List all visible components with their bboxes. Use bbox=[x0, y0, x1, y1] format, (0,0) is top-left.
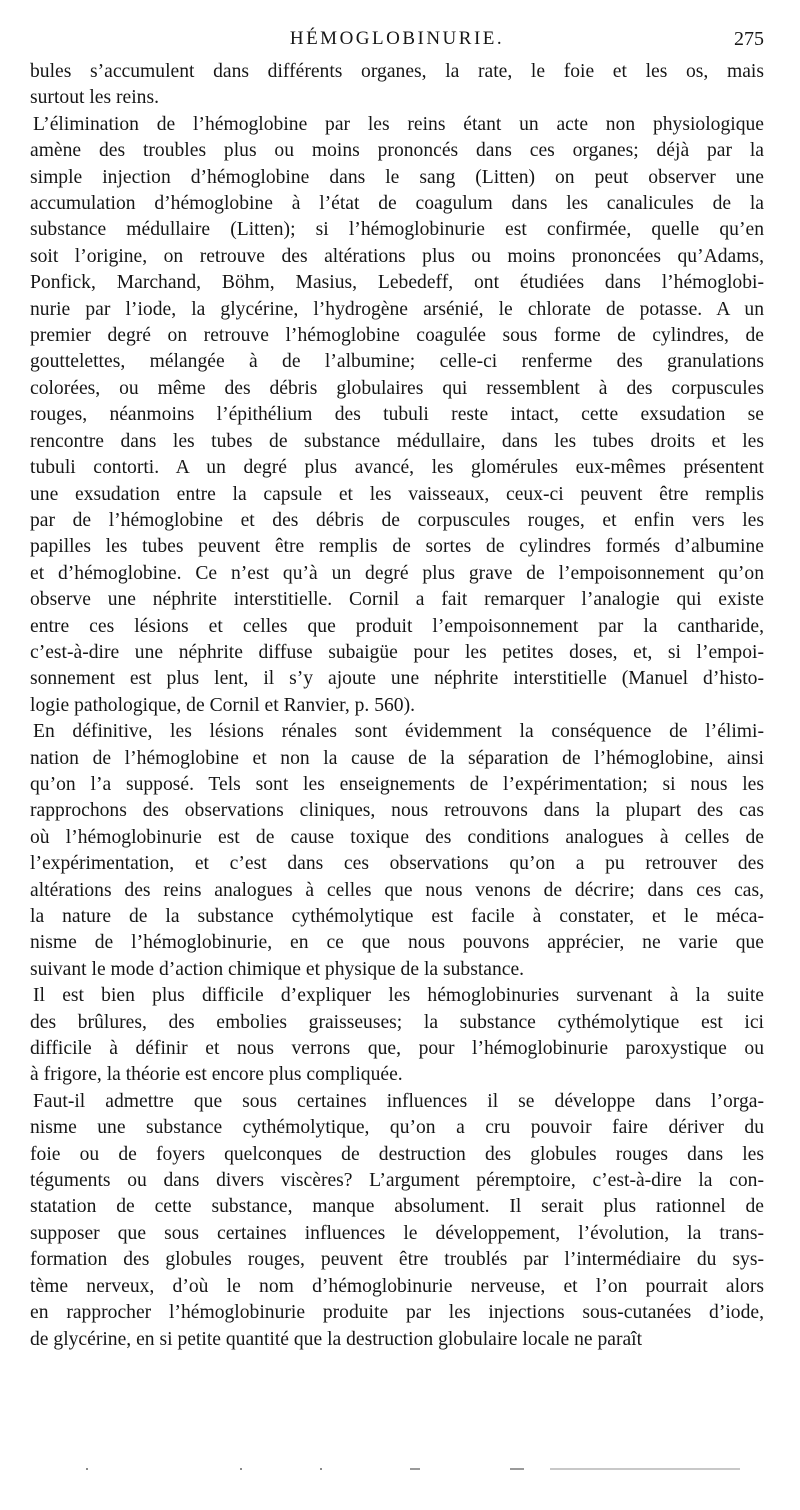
paragraph bbox=[30, 1089, 764, 1353]
text-line: Ponfick, Marchand, Böhm, Masius, Lebedeff, ont étudiées dans l’hémoglobi- bbox=[30, 272, 764, 294]
text-line: par de l’hémoglobine et des débris de corpuscules rouges, et enfin vers les bbox=[30, 509, 764, 531]
text-line: supposer que sous certaines influences le développement, l’évolution, la trans- bbox=[30, 1222, 764, 1244]
text-line: statation de cette substance, manque absolument. Il serait plus rationnel de bbox=[30, 1196, 764, 1218]
text-line: simple injection d’hémoglobine dans le sang (Litten) on peut observer une bbox=[30, 166, 764, 188]
paragraph bbox=[30, 112, 764, 719]
text-line: où l’hémoglobinurie est de cause toxique des conditions analogues à celles de bbox=[30, 826, 764, 848]
text-line: la nature de la substance cythémolytique est facile à constater, et le méca- bbox=[30, 906, 764, 927]
text-line: tème nerveux, d’où le nom d’hémoglobinurie nerveuse, et l’on pourrait alors bbox=[30, 1275, 764, 1297]
text-line: et d’hémoglobine. Ce n’est qu’à un degré plus grave de l’empoisonnement qu’on bbox=[30, 562, 764, 584]
text-line: entre ces lésions et celles que produit l’empoisonnement par la cantharide, bbox=[30, 615, 764, 637]
text-line: observe une néphrite interstitielle. Cornil a fait remarquer l’analogie qui existe bbox=[30, 589, 764, 611]
text-line: nisme de l’hémoglobinurie, en ce que nous pouvons apprécier, ne varie que bbox=[30, 932, 764, 954]
text-line: Faut-il admettre que sous certaines influences il se développe dans l’orga- bbox=[33, 1090, 764, 1112]
text-line: de glycérine, en si petite quantité que la destruction globulaire locale ne paraît bbox=[30, 1328, 643, 1350]
text-line: substance médullaire (Litten); si l’hémoglobinurie est confirmée, quelle qu’en bbox=[30, 219, 764, 241]
text-line: papilles les tubes peuvent être remplis de sortes de cylindres formés d’albumine bbox=[30, 536, 764, 558]
text-line: soit l’origine, on retrouve des altérations plus ou moins prononcées qu’Adams, bbox=[30, 245, 764, 267]
text-line: foie ou de foyers quelconques de destruction des globules rouges dans les bbox=[30, 1143, 764, 1165]
text-line: altérations des reins analogues à celles que nous venons de décrire; dans ces cas, bbox=[30, 879, 764, 901]
text-line: amène des troubles plus ou moins prononcés dans ces organes; déjà par la bbox=[30, 140, 764, 162]
text-line: tubuli contorti. A un degré plus avancé, les glomérules eux-mêmes présentent bbox=[30, 457, 764, 479]
text-line: logie pathologique, de Cornil et Ranvier, p. 560). bbox=[30, 694, 416, 716]
text-line: rencontre dans les tubes de substance médullaire, dans les tubes droits et les bbox=[30, 430, 764, 452]
paragraph bbox=[30, 59, 764, 112]
text-line: à frigore, la théorie est encore plus compliquée. bbox=[30, 1064, 403, 1086]
paragraph bbox=[30, 719, 764, 983]
text-line: Il est bien plus difficile d’expliquer les hémoglobinuries survenant à la suite bbox=[33, 985, 764, 1007]
text-line: en rapprocher l’hémoglobinurie produite par les injections sous-cutanées d’iode, bbox=[30, 1302, 764, 1324]
text-line: rouges, néanmoins l’épithélium des tubuli reste intact, cette exsudation se bbox=[30, 404, 764, 426]
text-line: suivant le mode d’action chimique et physique de la substance. bbox=[30, 958, 525, 980]
text-line: bules s’accumulent dans différents organes, la rate, le foie et les os, mais bbox=[30, 61, 764, 82]
text-line: difficile à définir et nous verrons que, pour l’hémoglobinurie paroxystique ou bbox=[30, 1038, 764, 1060]
text-line: téguments ou dans divers viscères? L’argument péremptoire, c’est-à-dire la con- bbox=[30, 1170, 764, 1192]
text-line: nisme une substance cythémolytique, qu’on a cru pouvoir faire dériver du bbox=[30, 1117, 764, 1139]
scan-artifact bbox=[80, 1466, 760, 1474]
page-number: 275 bbox=[734, 28, 764, 50]
text-line: nurie par l’iode, la glycérine, l’hydrogène arsénié, le chlorate de potasse. A un bbox=[30, 298, 764, 320]
text-line: accumulation d’hémoglobine à l’état de coagulum dans les canalicules de la bbox=[30, 193, 764, 215]
body-text bbox=[30, 59, 764, 1353]
text-line: En définitive, les lésions rénales sont évidemment la conséquence de l’élimi- bbox=[33, 721, 764, 743]
running-title: HÉMOGLOBINURIE. bbox=[289, 28, 505, 49]
text-line: surtout les reins. bbox=[30, 87, 159, 109]
text-line: L’élimination de l’hémoglobine par les reins étant un acte non physiologique bbox=[33, 113, 764, 135]
paragraph bbox=[30, 983, 764, 1089]
text-line: nation de l’hémoglobine et non la cause de la séparation de l’hémoglobine, ainsi bbox=[30, 747, 764, 769]
text-line: premier degré on retrouve l’hémoglobine coagulée sous forme de cylindres, de bbox=[30, 325, 764, 347]
text-line: c’est-à-dire une néphrite diffuse subaigüe pour les petites doses, et, si l’empoi- bbox=[30, 641, 764, 663]
text-line: une exsudation entre la capsule et les vaisseaux, ceux-ci peuvent être remplis bbox=[30, 483, 764, 505]
text-line: sonnement est plus lent, il s’y ajoute une néphrite interstitielle (Manuel d’histo- bbox=[30, 668, 764, 690]
text-line: qu’on l’a supposé. Tels sont les enseignements de l’expérimentation; si nous les bbox=[30, 773, 764, 795]
text-line: des brûlures, des embolies graisseuses; la substance cythémolytique est ici bbox=[30, 1011, 764, 1033]
text-line: rapprochons des observations cliniques, nous retrouvons dans la plupart des cas bbox=[30, 800, 764, 822]
running-head bbox=[30, 28, 764, 52]
text-line: colorées, ou même des débris globulaires qui ressemblent à des corpuscules bbox=[30, 377, 764, 399]
text-line: formation des globules rouges, peuvent être troublés par l’intermédiaire du sys- bbox=[30, 1249, 764, 1271]
text-line: gouttelettes, mélangée à de l’albumine; celle-ci renferme des granulations bbox=[30, 351, 764, 373]
text-line: l’expérimentation, et c’est dans ces observations qu’on a pu retrouver des bbox=[30, 853, 764, 875]
